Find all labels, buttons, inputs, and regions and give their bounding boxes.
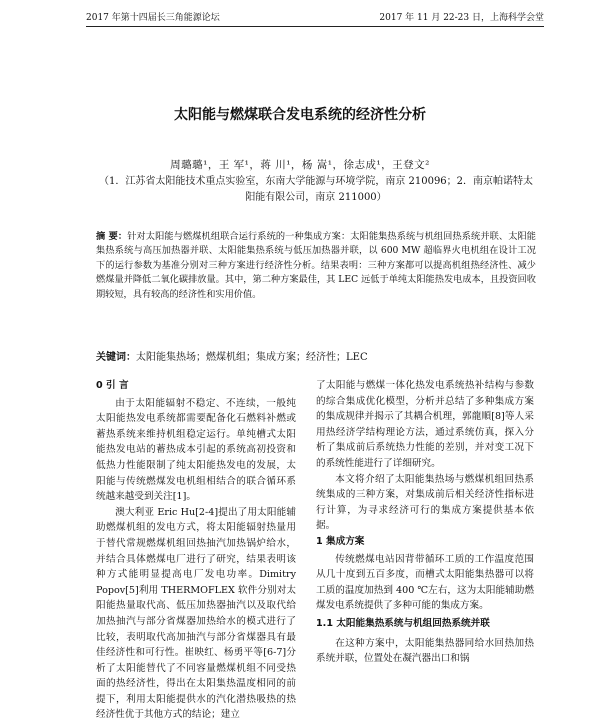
paragraph: 澳大利亚 Eric Hu[2-4]提出了用太阳能辅助燃煤机组的发电方式，将太阳能辐射热量用于替代常规燃煤机组回热抽汽加热锅炉给水，并结合具体燃煤电厂进行了研究，结果表明该种方式能明显提高电厂发电功率。Dimitry Popov[5]利用 THERMOFLEX 软件分别对太阳能热量取代高、低压加热器抽汽以及取代给加热抽汽与部分省煤器加热给水的模式进行了比较，表明取代高加抽汽与部分省煤器具有最佳经济性和可行性。崔映红、杨勇平等[6-7]分析了太阳能替代了不同容量燃煤机组不同受热面的热经济性，得出在太阳集热温度相同的前提下，利用太阳能提供水的汽化潜热吸热的热经济性优于其他方式的结论；建立 xyxy=(96,506,296,721)
paragraph: 本文将介绍了太阳能集热场与燃煤机组回热系统集成的三种方案，对集成前后相关经济性指标进行计算，为寻求经济可行的集成方案提供基本依据。 xyxy=(316,473,534,532)
paper-title: 太阳能与燃煤联合发电系统的经济性分析 xyxy=(174,107,426,123)
paragraph: 在这种方案中，太阳能集热器同给水回热加热系统并联，位置处在凝汽器出口和锅 xyxy=(316,637,534,665)
author-list: 周璐璐¹，王 军¹，蒋 川¹，杨 嵩¹，徐志成¹，王登文² xyxy=(170,159,430,171)
abstract xyxy=(96,230,536,302)
paragraph: 传统燃煤电站因背带循环工质的工作温度范围从几十度到五百多度，而槽式太阳能集热器可以将工质的温度加热到 400 ℃左右，这为太阳能辅助燃煤发电系统提供了多种可能的集成方案。 xyxy=(316,553,534,612)
abstract-text: 针对太阳能与燃煤机组联合运行系统的一种集成方案：太阳能集热系统与机组回热系统并联、太阳能集热系统与高压加热器并联、太阳能集热系统与低压加热器并联，以 600 MW 超临界火电机组在设计工况下的运行参数为基准分别对三种方案进行经济性分析。结果表明：三种方案都可以提高机组热经济性、减少燃煤量并降低二氧化碳排放量。其中，第二种方案最佳，其 LEC 远低于单纯太阳能热发电成本，且投资回收期较短，具有较高的经济性和实用价值。 xyxy=(96,231,536,300)
affiliations: （1．江苏省太阳能技术重点实验室，东南大学能源与环境学院，南京 210096；2．南京帕诺特太阳能有限公司，南京 211000） xyxy=(98,176,534,203)
paragraph: 了太阳能与燃煤一体化热发电系统热补结构与参数的综合集成优化模型，分析并总结了多种集成方案的集成规律并揭示了其耦合机理，郭龍順[8]等人采用热经济学结构理论方法，通过系统仿真，探入分析了集成前后系统热力性能的差别，并对变工况下的系统性能进行了详细研究。 xyxy=(316,380,534,469)
keywords xyxy=(96,348,536,363)
header-conference: 2017 年第十四届长三角能源论坛 xyxy=(86,13,220,23)
subsection-heading: 1.1 太阳能集热系统与机组回热系统并联 xyxy=(316,617,490,629)
keywords-label: 关键词： xyxy=(96,352,136,363)
section-heading-integration: 1 集成方案 xyxy=(316,535,365,547)
page-header xyxy=(86,10,544,27)
left-column xyxy=(96,378,296,723)
keywords-text: 太阳能集热场；燃煤机组；集成方案；经济性；LEC xyxy=(136,352,368,363)
header-date-venue: 2017 年 11 月 22-23 日，上海科学会堂 xyxy=(379,13,544,23)
abstract-label: 摘 要： xyxy=(96,231,128,242)
section-heading-introduction: 0 引 言 xyxy=(96,380,129,391)
paragraph: 由于太阳能辐射不稳定、不连续，一般纯太阳能热发电系统都需要配备化石燃料补燃或蓄热系统来维持机组稳定运行。单纯槽式太阳能热发电站的蓄热成本引起的系统高初投资和低热力性能限制了纯太阳能热发电的发展，太阳能与传统燃煤发电机组相结合的联合循环系统越来越受到关注[1]。 xyxy=(96,397,296,503)
right-column xyxy=(316,378,534,667)
